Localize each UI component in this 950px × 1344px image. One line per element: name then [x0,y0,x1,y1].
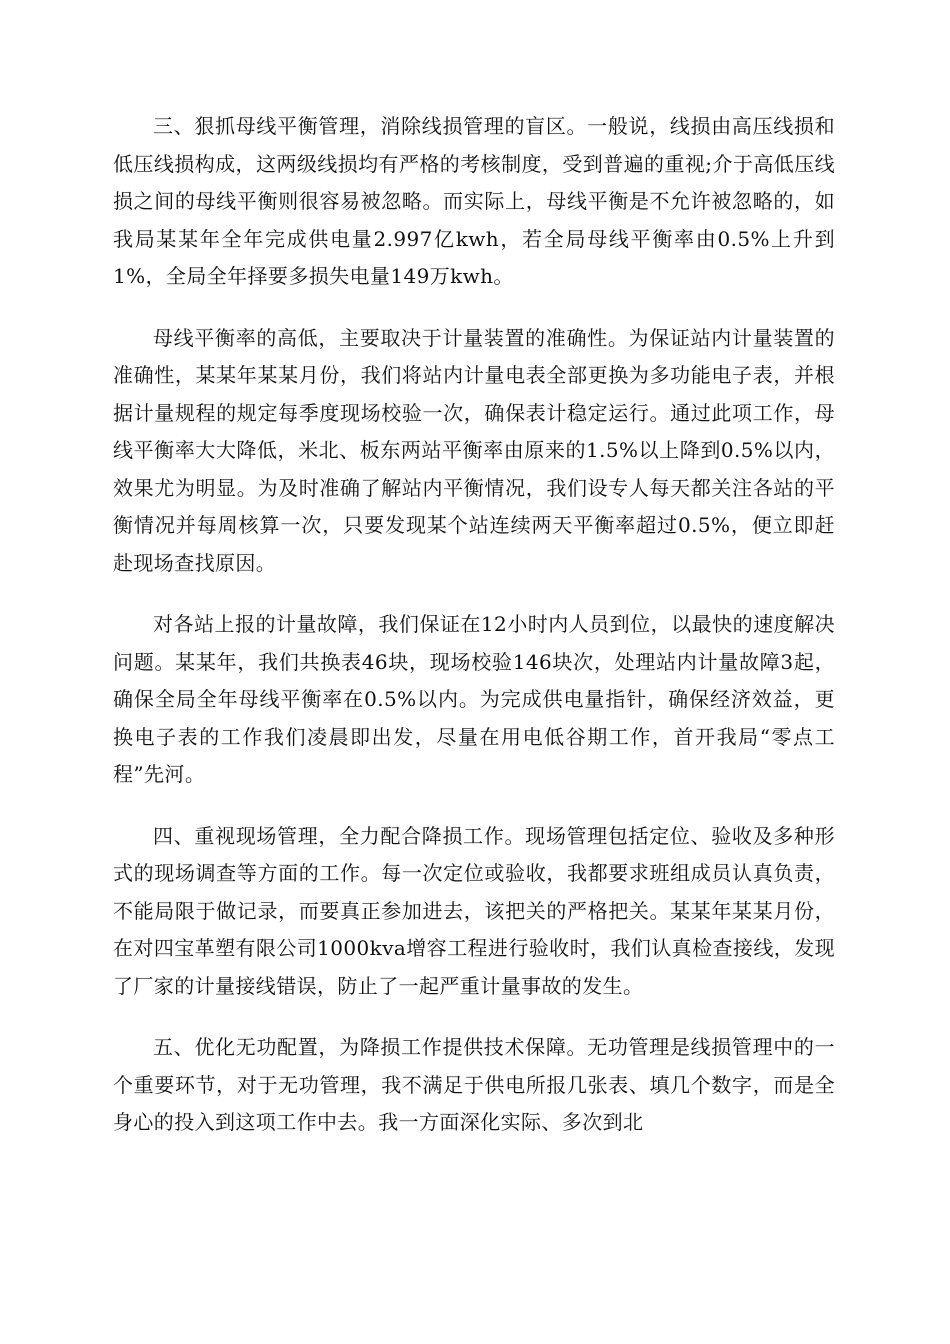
paragraph-reactive-power: 五、优化无功配置，为降损工作提供技术保障。无功管理是线损管理中的一个重要环节，对于无功管理，我不满足于供电所报几张表、填几个数字，而是全身心的投入到这项工作中去。我一方面深化实际、多次到北 [113,1035,835,1134]
paragraph-bus-balance-management: 三、狠抓母线平衡管理，消除线损管理的盲区。一般说，线损由高压线损和低压线损构成，这两级线损均有严格的考核制度，受到普遍的重视;介于高低压线损之间的母线平衡则很容易被忽略。而实际上，母线平衡是不允许被忽略的，如我局某某年全年完成供电量2.997亿kwh，若全局母线平衡率由0.5%上升到1%，全局全年择要多损失电量149万kwh。 [113,114,835,288]
paragraph-metering-accuracy: 母线平衡率的高低，主要取决于计量装置的准确性。为保证站内计量装置的准确性，某某年某某月份，我们将站内计量电表全部更换为多功能电子表，并根据计量规程的规定每季度现场校验一次，确保表计稳定运行。通过此项工作，母线平衡率大大降低，米北、板东两站平衡率由原来的1.5%以上降到0.5%以内，效果尤为明显。为及时准确了解站内平衡情况，我们设专人每天都关注各站的平衡情况并每周核算一次，只要发现某个站连续两天平衡率超过0.5%，便立即赶赴现场查找原因。 [113,325,835,575]
paragraph-fault-handling: 对各站上报的计量故障，我们保证在12小时内人员到位，以最快的速度解决问题。某某年，我们共换表46块，现场校验146块次，处理站内计量故障3起，确保全局全年母线平衡率在0.5%以内。为完成供电量指针，确保经济效益，更换电子表的工作我们凌晨即出发，尽量在用电低谷期工作，首开我局“零点工程”先河。 [113,612,835,786]
paragraph-site-management: 四、重视现场管理，全力配合降损工作。现场管理包括定位、验收及多种形式的现场调查等方面的工作。每一次定位或验收，我都要求班组成员认真负责，不能局限于做记录，而要真正参加进去，该把关的严格把关。某某年某某月份，在对四宝革塑有限公司1000kva增容工程进行验收时，我们认真检查接线，发现了厂家的计量接线错误，防止了一起严重计量事故的发生。 [113,823,835,998]
document-body [113,108,835,1166]
